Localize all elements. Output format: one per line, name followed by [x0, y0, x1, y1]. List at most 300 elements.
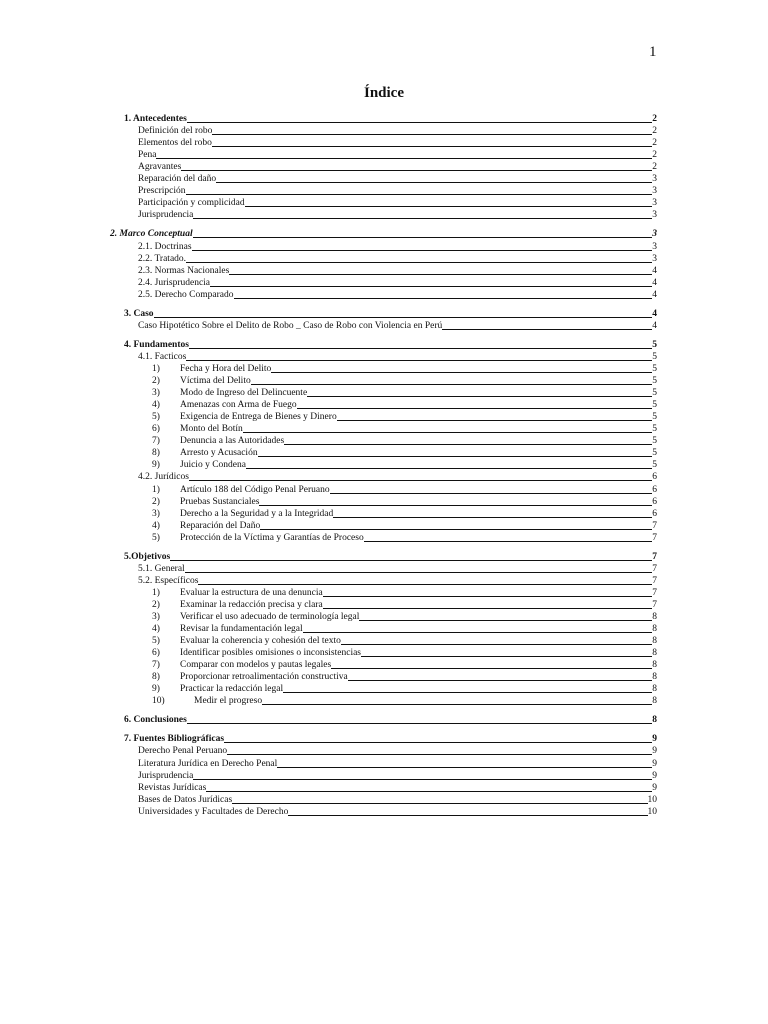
toc-entry[interactable] — [138, 770, 657, 782]
toc-leader-line — [156, 158, 652, 159]
toc-entry-text: 5.Objetivos — [124, 551, 171, 562]
toc-entry-number: 4) — [152, 400, 160, 411]
toc-entry-number: 2) — [152, 496, 160, 507]
toc-entry-page: 9 — [652, 734, 657, 745]
toc-entry-page: 4 — [652, 308, 657, 319]
toc-entry-text: 7. Fuentes Bibliográficas — [124, 734, 225, 745]
toc-entry-text: Participación y complicidad — [138, 198, 245, 209]
toc-entry-title — [152, 599, 323, 611]
toc-entry-text: 4.2. Jurídicos — [138, 472, 189, 483]
toc-leader-line — [259, 505, 652, 506]
toc-entry-title — [152, 435, 284, 447]
toc-entry[interactable] — [152, 599, 657, 611]
toc-entry-text: Comparar con modelos y pautas legales — [180, 660, 332, 671]
toc-entry[interactable] — [152, 447, 657, 459]
toc-entry-page: 5 — [652, 460, 657, 471]
toc-entry-text: Juicio y Condena — [180, 460, 246, 471]
toc-leader-line — [212, 134, 652, 135]
toc-entry-text: 5.2. Específicos — [138, 575, 199, 586]
toc-leader-line — [348, 680, 652, 681]
toc-entry-title — [138, 185, 186, 197]
toc-entry-title — [138, 471, 189, 483]
toc-entry-number: 2) — [152, 376, 160, 386]
toc-entry-text: Medir el progreso — [194, 696, 263, 707]
toc-entry[interactable] — [124, 551, 657, 563]
toc-entry[interactable] — [124, 113, 657, 125]
toc-entry-title — [138, 575, 198, 587]
toc-leader-line — [212, 146, 652, 147]
toc-entry-page: 7 — [652, 532, 657, 543]
toc-entry-text: Examinar la redacción precisa y clara — [180, 599, 323, 610]
toc-entry-page: 5 — [652, 436, 657, 447]
toc-entry-page: 8 — [652, 636, 657, 647]
toc-entry-title — [152, 459, 246, 471]
toc-entry-number: 5) — [152, 636, 160, 647]
toc-entry-title — [152, 387, 307, 399]
toc-entry[interactable] — [152, 484, 657, 496]
toc-entry-text: Jurisprudencia — [138, 770, 194, 781]
toc-entry-text: 2.2. Tratado. — [138, 253, 187, 264]
toc-entry[interactable] — [152, 459, 657, 471]
toc-leader-line — [297, 408, 653, 409]
toc-entry-text: Verificar el uso adecuado de terminología legal — [180, 612, 360, 622]
toc-entry-number: 7) — [152, 660, 160, 671]
toc-entry[interactable] — [152, 635, 657, 647]
toc-entry-number: 6) — [152, 648, 160, 659]
toc-entry-title — [138, 351, 186, 363]
toc-entry[interactable] — [138, 289, 657, 301]
toc-entry-number: 1) — [152, 364, 160, 374]
toc-entry-title — [152, 532, 364, 544]
toc-entry-title — [152, 508, 333, 520]
toc-entry-text: 2.3. Normas Nacionales — [138, 265, 230, 276]
toc-entry[interactable] — [152, 659, 657, 671]
toc-entry-title — [152, 587, 323, 599]
toc-entry-page: 6 — [652, 472, 657, 483]
toc-entry-text: Prescripción — [138, 186, 186, 197]
toc-leader-line — [258, 456, 653, 457]
toc-entry-page: 5 — [652, 351, 657, 362]
toc-entry[interactable] — [152, 623, 657, 635]
toc-entry-page: 5 — [652, 424, 657, 435]
toc-entry-page: 7 — [652, 563, 657, 574]
toc-entry-title — [152, 647, 361, 659]
toc-entry[interactable] — [152, 611, 657, 623]
toc-entry-page: 8 — [652, 715, 657, 726]
toc-entry[interactable] — [138, 241, 657, 253]
toc-entry[interactable] — [138, 782, 657, 794]
toc-entry-text: Arresto y Acusación — [180, 448, 258, 459]
toc-entry-page: 8 — [652, 648, 657, 659]
toc-entry-page: 3 — [652, 186, 657, 197]
toc-leader-line — [337, 420, 653, 421]
toc-entry-text: Derecho Penal Peruano — [138, 746, 228, 757]
toc-entry-text: Fecha y Hora del Delito — [180, 364, 272, 374]
toc-entry[interactable] — [152, 411, 657, 423]
toc-entry-page: 9 — [652, 770, 657, 781]
toc-entry-title — [152, 411, 337, 423]
toc-entry-title — [138, 173, 216, 185]
toc-entry-page: 10 — [647, 794, 657, 805]
toc-entry-title — [152, 484, 330, 496]
toc-leader-line — [181, 170, 652, 171]
toc-entry-title — [138, 125, 212, 137]
toc-leader-line — [262, 704, 652, 705]
toc-entry[interactable] — [124, 308, 657, 320]
toc-leader-line — [232, 803, 647, 804]
toc-entry[interactable] — [138, 806, 657, 818]
toc-entry-text: Elementos del robo — [138, 138, 212, 149]
toc-entry-page: 3 — [652, 253, 657, 264]
toc-entry[interactable] — [138, 137, 657, 149]
toc-entry-number: 9) — [152, 684, 160, 695]
toc-entry[interactable] — [152, 683, 657, 695]
toc-entry[interactable] — [138, 173, 657, 185]
toc-entry-text: 2.5. Derecho Comparado — [138, 289, 234, 300]
toc-entry-number: 1) — [152, 484, 160, 495]
toc-leader-line — [189, 480, 652, 481]
toc-entry-text: 6. Conclusiones — [124, 715, 187, 726]
toc-entry-page: 7 — [652, 599, 657, 610]
toc-entry-page: 7 — [652, 575, 657, 586]
toc-leader-line — [189, 348, 652, 349]
toc-entry-page: 7 — [652, 587, 657, 598]
toc-leader-line — [229, 274, 652, 275]
toc-entry-number: 10) — [152, 696, 165, 707]
toc-entry-number: 5) — [152, 412, 160, 423]
toc-entry-page: 8 — [652, 696, 657, 707]
toc-entry-title — [110, 228, 193, 240]
toc-entry-number: 9) — [152, 460, 160, 471]
toc-entry-title — [152, 695, 262, 707]
toc-leader-line — [193, 237, 653, 238]
toc-entry-title — [138, 149, 156, 161]
toc-entry-text: 1. Antecedentes — [124, 114, 187, 124]
toc-entry-title — [138, 806, 288, 818]
toc-leader-line — [227, 754, 652, 755]
page-number: 1 — [649, 44, 657, 60]
toc-leader-line — [333, 517, 652, 518]
toc-leader-line — [192, 250, 653, 251]
toc-entry-title — [138, 770, 193, 782]
toc-entry-page: 2 — [652, 138, 657, 149]
toc-entry-page: 2 — [652, 114, 657, 124]
toc-entry-page: 3 — [652, 241, 657, 252]
toc-entry[interactable] — [138, 758, 657, 770]
toc-entry-page: 8 — [652, 672, 657, 683]
toc-entry[interactable] — [124, 733, 657, 745]
toc-entry-page: 5 — [652, 412, 657, 423]
toc-entry-text: Pruebas Sustanciales — [180, 496, 260, 507]
toc-leader-line — [170, 560, 652, 561]
toc-leader-line — [323, 608, 653, 609]
toc-entry-text: Universidades y Facultades de Derecho — [138, 806, 289, 817]
toc-entry-text: 2.4. Jurisprudencia — [138, 277, 211, 288]
toc-entry-page: 8 — [652, 660, 657, 671]
toc-entry-page: 8 — [652, 624, 657, 634]
toc-entry-title — [124, 308, 154, 320]
toc-entry-number: 3) — [152, 612, 160, 622]
toc-leader-line — [260, 529, 652, 530]
toc-entry-title — [138, 265, 229, 277]
toc-entry-title — [138, 277, 210, 289]
toc-entry-page: 3 — [652, 174, 657, 185]
toc-entry-page: 2 — [652, 162, 657, 173]
toc-entry-title — [138, 782, 206, 794]
toc-entry-text: Reparación del Daño — [180, 520, 261, 531]
toc-entry-page: 9 — [652, 758, 657, 769]
toc-entry-title — [152, 623, 303, 635]
toc-entry[interactable] — [152, 587, 657, 599]
toc-entry-text: Derecho a la Seguridad y a la Integridad — [180, 508, 334, 519]
toc-entry-text: Evaluar la estructura de una denuncia — [180, 587, 323, 598]
toc-entry-title — [152, 496, 259, 508]
toc-entry-page: 5 — [652, 388, 657, 399]
toc-leader-line — [303, 632, 653, 633]
toc-entry[interactable] — [152, 375, 657, 387]
toc-entry[interactable] — [138, 265, 657, 277]
toc-entry-title — [152, 683, 283, 695]
toc-entry[interactable] — [152, 520, 657, 532]
toc-leader-line — [243, 432, 652, 433]
toc-entry[interactable] — [138, 277, 657, 289]
toc-entry-text: 4. Fundamentos — [124, 339, 189, 350]
toc-entry-page: 8 — [652, 612, 657, 622]
toc-leader-line — [251, 384, 653, 385]
toc-entry[interactable] — [152, 671, 657, 683]
toc-leader-line — [364, 541, 653, 542]
toc-entry-text: Evaluar la coherencia y cohesión del texto — [180, 636, 341, 647]
toc-entry-page: 4 — [652, 320, 657, 331]
toc-leader-line — [186, 360, 652, 361]
toc-leader-line — [246, 468, 652, 469]
toc-entry-title — [152, 671, 348, 683]
toc-entry-title — [138, 745, 227, 757]
toc-leader-line — [206, 791, 652, 792]
toc-leader-line — [271, 372, 652, 373]
toc-entry-text: Definición del robo — [138, 126, 213, 137]
toc-entry-title — [138, 794, 232, 806]
toc-entry-title — [124, 551, 170, 563]
toc-entry-title — [152, 635, 341, 647]
toc-leader-line — [198, 584, 652, 585]
toc-entry-title — [152, 363, 271, 375]
toc-entry-text: Caso Hipotético Sobre el Delito de Robo _ Caso de Robo con Violencia en Perú — [138, 320, 443, 331]
toc-entry-text: Pena — [138, 150, 157, 161]
toc-entry-title — [152, 423, 243, 435]
toc-entry-text: 2.1. Doctrinas — [138, 241, 192, 252]
toc-entry-page: 5 — [652, 400, 657, 411]
toc-entry[interactable] — [152, 363, 657, 375]
toc-entry-text: Agravantes — [138, 162, 182, 173]
toc-entry-number: 4) — [152, 624, 160, 634]
toc-entry[interactable] — [138, 185, 657, 197]
toc-entry-title — [124, 339, 189, 351]
toc-leader-line — [283, 692, 652, 693]
toc-entry-number: 7) — [152, 436, 160, 447]
toc-entry-page: 4 — [652, 265, 657, 276]
toc-entry-number: 3) — [152, 388, 160, 399]
toc-entry[interactable] — [152, 508, 657, 520]
toc-entry-title — [138, 563, 185, 575]
toc-entry-title — [138, 137, 212, 149]
toc-entry-number: 1) — [152, 587, 160, 598]
toc-entry-page: 6 — [652, 508, 657, 519]
toc-entry-text: 2. Marco Conceptual — [110, 229, 193, 240]
toc-entry[interactable] — [152, 532, 657, 544]
toc-entry-title — [152, 399, 297, 411]
toc-entry-title — [138, 161, 181, 173]
toc-entry[interactable] — [138, 794, 657, 806]
toc-entry-page: 8 — [652, 684, 657, 695]
toc-leader-line — [442, 329, 652, 330]
toc-entry-page: 2 — [652, 150, 657, 161]
toc-entry-title — [124, 733, 224, 745]
toc-entry-title — [152, 375, 251, 387]
toc-leader-line — [359, 620, 652, 621]
toc-leader-line — [323, 596, 653, 597]
toc-entry[interactable] — [138, 745, 657, 757]
toc-entry-text: Exigencia de Entrega de Bienes y Dinero — [180, 412, 337, 423]
toc-entry-title — [124, 113, 187, 125]
toc-leader-line — [193, 218, 652, 219]
toc-entry[interactable] — [152, 399, 657, 411]
toc-entry-title — [124, 714, 187, 726]
toc-entry-page: 10 — [647, 806, 657, 817]
toc-entry[interactable] — [152, 387, 657, 399]
toc-entry-page: 9 — [652, 746, 657, 757]
toc-leader-line — [210, 286, 652, 287]
toc-leader-line — [284, 444, 652, 445]
toc-entry-title — [138, 289, 234, 301]
toc-entry-text: Víctima del Delito — [180, 376, 251, 386]
page-title: Índice — [363, 85, 404, 101]
toc-entry-page: 4 — [652, 289, 657, 300]
toc-entry[interactable] — [124, 339, 657, 351]
toc-entry-text: Protección de la Víctima y Garantías de Proceso — [180, 532, 364, 543]
toc-entry-title — [152, 447, 258, 459]
toc-leader-line — [154, 317, 653, 318]
toc-entry-page: 3 — [652, 198, 657, 209]
toc-leader-line — [216, 182, 652, 183]
toc-entry[interactable] — [138, 149, 657, 161]
toc-leader-line — [277, 767, 652, 768]
toc-entry[interactable] — [138, 351, 657, 363]
toc-entry-text: Literatura Jurídica en Derecho Penal — [138, 758, 278, 769]
toc-entry-text: 3. Caso — [124, 308, 154, 319]
toc-leader-line — [187, 723, 652, 724]
toc-leader-line — [224, 742, 652, 743]
toc-entry-title — [138, 197, 245, 209]
toc-entry-number: 8) — [152, 448, 160, 459]
toc-entry-title — [152, 520, 260, 532]
toc-leader-line — [245, 206, 653, 207]
toc-entry[interactable] — [152, 695, 657, 707]
toc-entry-text: Amenazas con Arma de Fuego — [180, 400, 297, 411]
toc-leader-line — [307, 396, 652, 397]
toc-entry[interactable] — [138, 161, 657, 173]
toc-entry[interactable] — [152, 647, 657, 659]
toc-entry-page: 3 — [652, 210, 657, 221]
toc-entry-text: Identificar posibles omisiones o inconsistencias — [180, 648, 361, 659]
toc-leader-line — [186, 262, 652, 263]
toc-entry-text: Practicar la redacción legal — [180, 684, 284, 695]
toc-entry[interactable] — [152, 496, 657, 508]
toc-entry[interactable] — [138, 209, 657, 221]
toc-entry-number: 8) — [152, 672, 160, 683]
toc-entry-title — [138, 253, 186, 265]
toc-leader-line — [288, 815, 647, 816]
toc-leader-line — [193, 779, 652, 780]
toc-entry-text: Reparación del daño — [138, 174, 217, 185]
toc-leader-line — [331, 668, 652, 669]
toc-entry-page: 6 — [652, 484, 657, 495]
toc-entry-number: 2) — [152, 599, 160, 610]
toc-entry-text: Bases de Datos Jurídicas — [138, 794, 233, 805]
toc-entry-text: 5.1. General — [138, 563, 185, 574]
toc-entry[interactable] — [138, 575, 657, 587]
toc-leader-line — [234, 298, 653, 299]
toc-entry-title — [138, 209, 193, 221]
toc-entry[interactable] — [138, 253, 657, 265]
toc-entry-text: Modo de Ingreso del Delincuente — [180, 388, 308, 399]
toc-entry-text: Artículo 188 del Código Penal Peruano — [180, 484, 330, 495]
toc-entry-page: 5 — [652, 364, 657, 374]
toc-leader-line — [361, 656, 652, 657]
toc-entry-page: 5 — [652, 376, 657, 386]
toc-entry-number: 4) — [152, 520, 160, 531]
toc-leader-line — [187, 122, 652, 123]
toc-entry-page: 5 — [652, 339, 657, 350]
toc-entry-page: 9 — [652, 782, 657, 793]
toc-entry-page: 7 — [652, 520, 657, 531]
toc-entry-title — [138, 320, 442, 332]
toc-entry-title — [152, 611, 359, 623]
toc-entry-number: 5) — [152, 532, 160, 543]
toc-entry-page: 7 — [652, 551, 657, 562]
table-of-contents — [0, 113, 768, 833]
toc-entry-page: 5 — [652, 448, 657, 459]
toc-entry-text: Revisar la fundamentación legal — [180, 624, 303, 634]
toc-entry[interactable] — [152, 435, 657, 447]
toc-entry-text: Denuncia a las Autoridades — [180, 436, 285, 447]
toc-leader-line — [330, 493, 653, 494]
toc-entry-text: Monto del Botín — [180, 424, 243, 435]
toc-entry-text: 4.1. Facticos — [138, 351, 187, 362]
toc-entry-page: 4 — [652, 277, 657, 288]
toc-entry-text: Proporcionar retroalimentación constructiva — [180, 672, 348, 683]
toc-entry[interactable] — [138, 197, 657, 209]
toc-entry[interactable] — [138, 471, 657, 483]
toc-entry[interactable] — [110, 228, 657, 240]
toc-entry-number: 3) — [152, 508, 160, 519]
toc-entry[interactable] — [138, 125, 657, 137]
toc-entry-page: 6 — [652, 496, 657, 507]
toc-leader-line — [185, 572, 653, 573]
toc-entry-text: Revistas Jurídicas — [138, 782, 207, 793]
toc-entry[interactable] — [152, 423, 657, 435]
toc-entry-number: 6) — [152, 424, 160, 435]
toc-entry-title — [152, 659, 331, 671]
toc-entry[interactable] — [138, 320, 657, 332]
toc-entry-page: 3 — [652, 229, 657, 240]
toc-entry-page: 2 — [652, 126, 657, 137]
toc-entry[interactable] — [138, 563, 657, 575]
toc-entry[interactable] — [124, 714, 657, 726]
toc-leader-line — [186, 194, 653, 195]
toc-entry-title — [138, 241, 192, 253]
toc-entry-title — [138, 758, 277, 770]
